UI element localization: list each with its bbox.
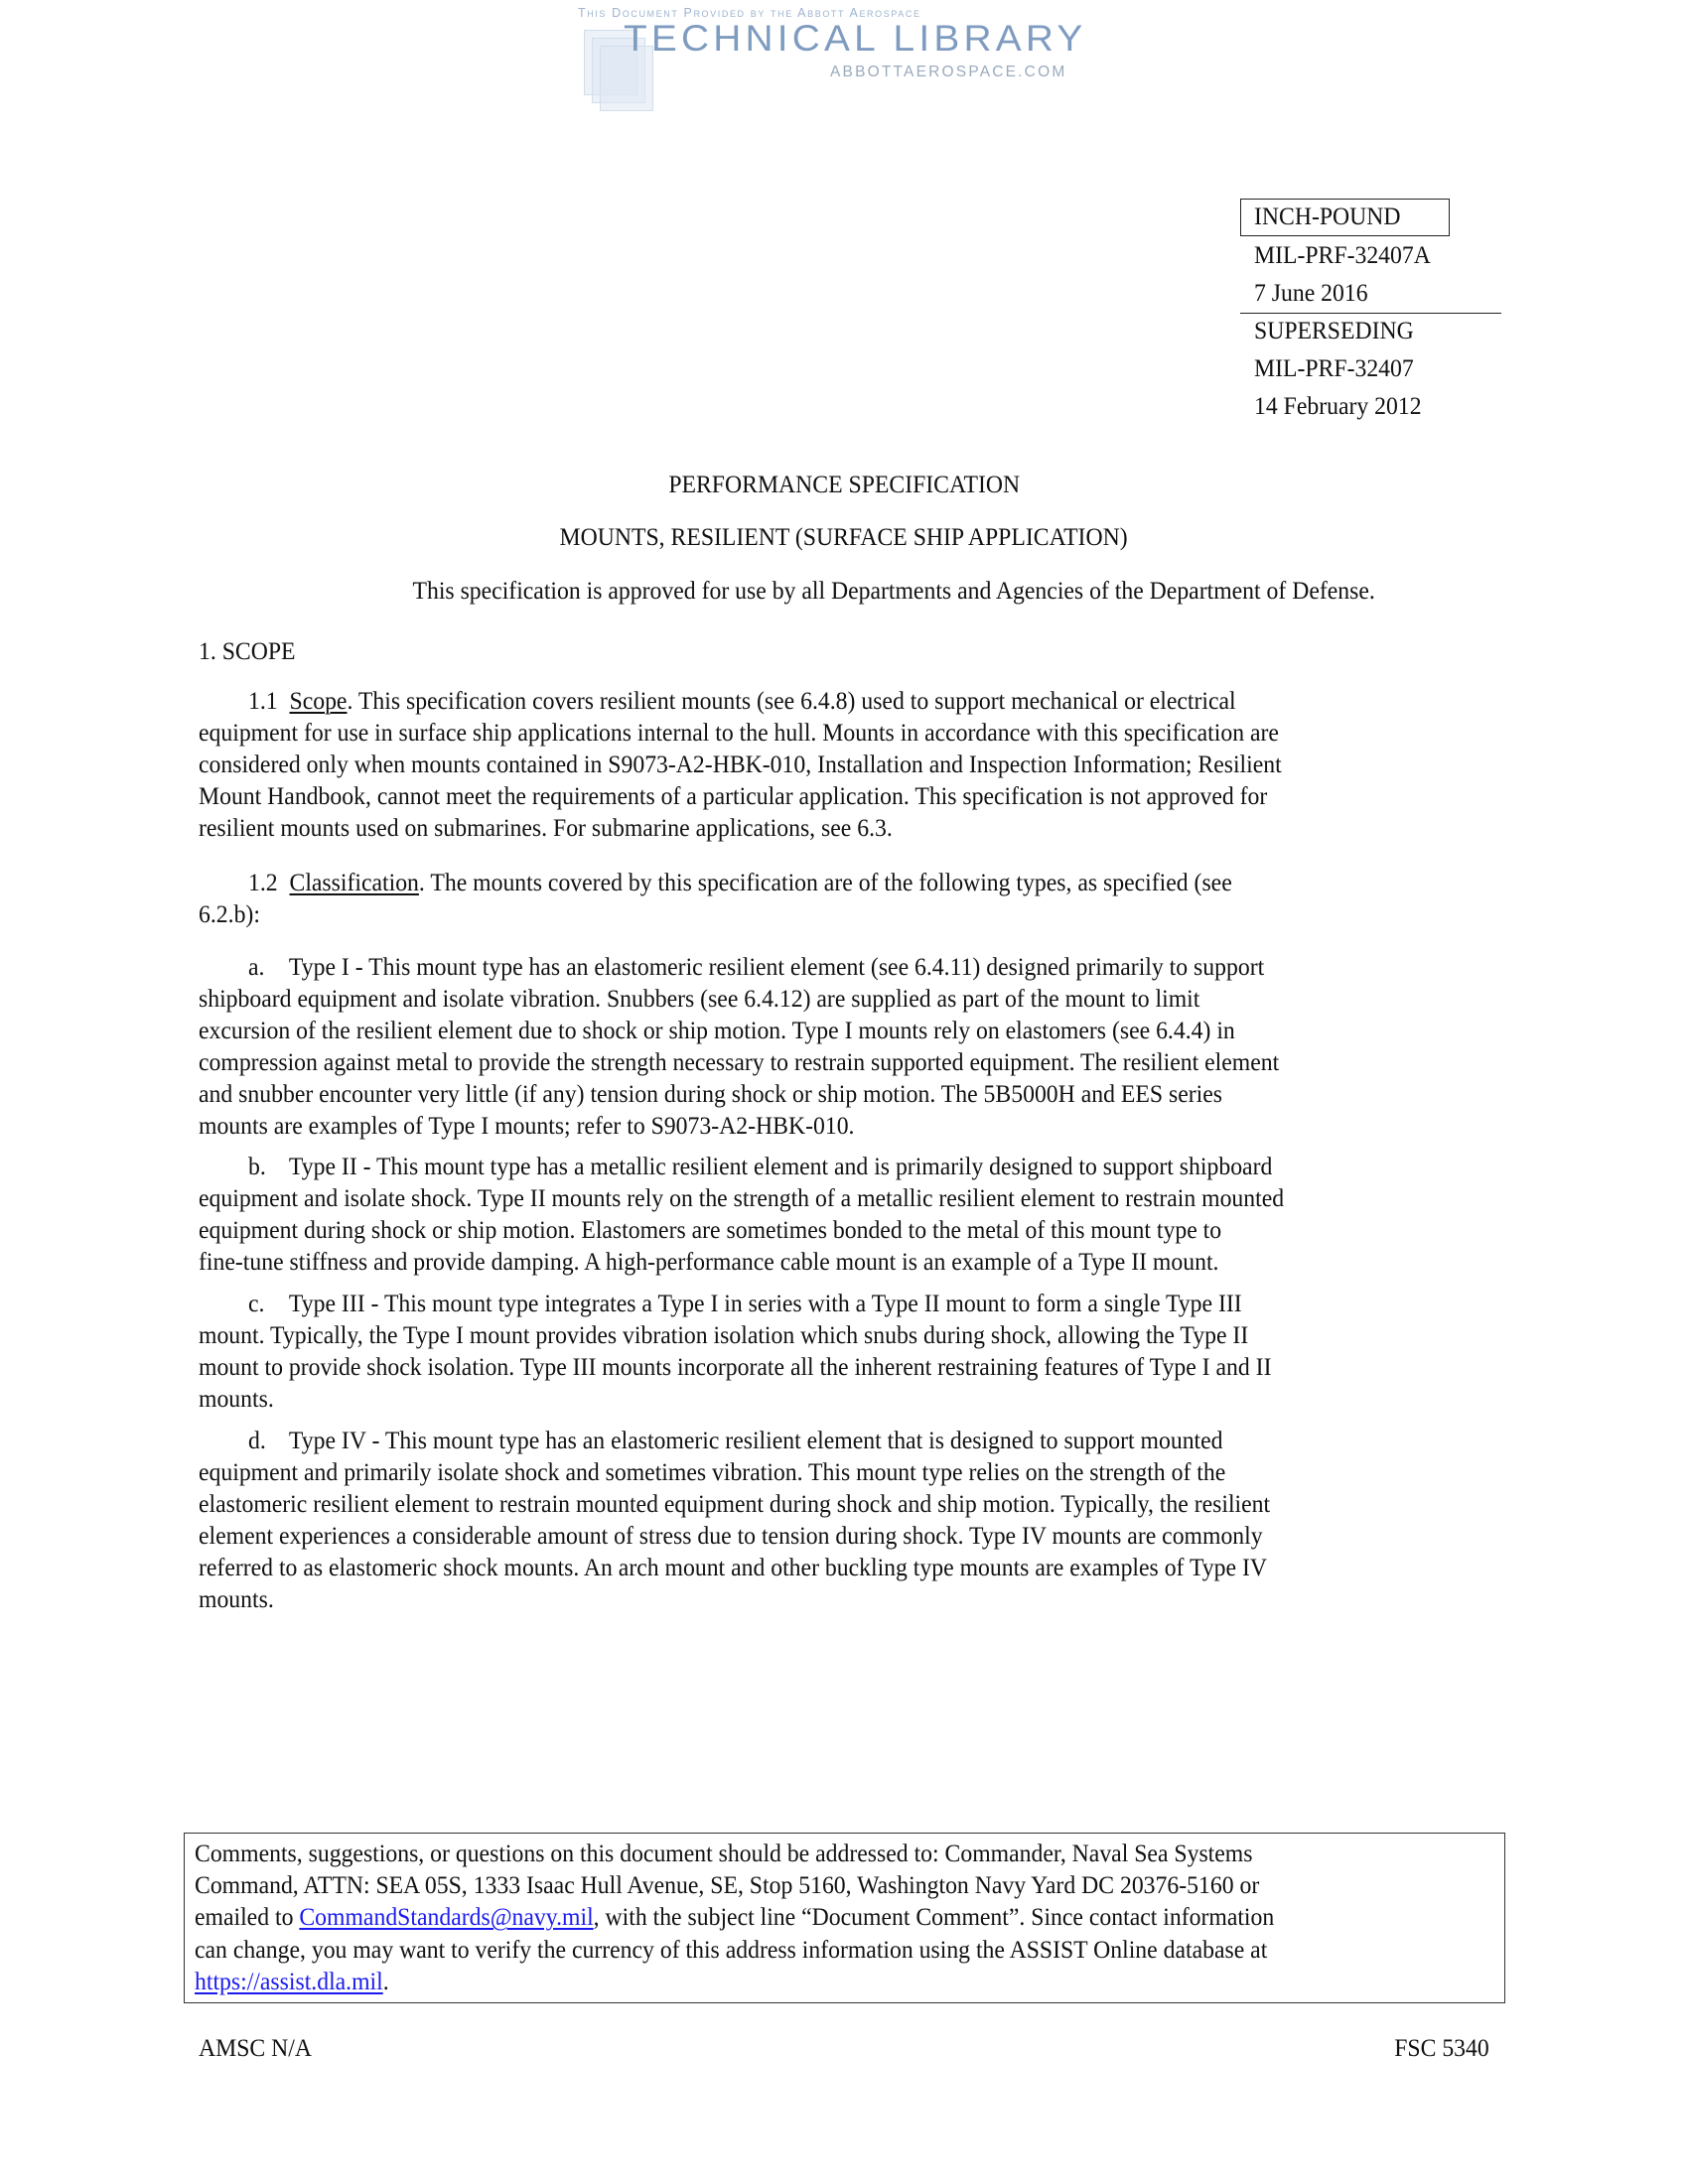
type-iv-line: elastomeric resilient element to restrain mounted equipment during shock and ship motion. Typically, the resilient — [199, 1489, 1271, 1518]
spec-type-title: PERFORMANCE SPECIFICATION — [668, 470, 1020, 498]
type-i-line: shipboard equipment and isolate vibration. Snubbers (see 6.4.12) are supplied as part of the mount to limit — [199, 984, 1200, 1013]
paragraph-1-1-line: considered only when mounts contained in S9073-A2-HBK-010, Installation and Inspection Information; Resilient — [199, 750, 1282, 778]
section-heading-scope: 1. SCOPE — [199, 636, 296, 665]
watermark-title: TECHNICAL LIBRARY — [624, 18, 1087, 59]
watermark-provider-text: This Document Provided by the Abbott Aerospace — [578, 6, 921, 20]
type-i-line: and snubber encounter very little (if any) tension during shock or ship motion. The 5B5000H and EES series — [199, 1079, 1222, 1108]
paragraph-1-1-line: equipment for use in surface ship applications internal to the hull. Mounts in accordance with this specification are — [199, 718, 1279, 747]
type-ii-line: fine-tune stiffness and provide damping. A high-performance cable mount is an example of a Type II mount. — [199, 1247, 1219, 1276]
comments-line: Comments, suggestions, or questions on this document should be addressed to: Commander, Naval Sea Systems — [195, 1839, 1253, 1867]
measurement-system: INCH-POUND — [1254, 202, 1401, 230]
watermark — [574, 4, 1090, 113]
header-divider — [1240, 313, 1501, 314]
type-iv-line: mounts. — [199, 1584, 274, 1613]
paragraph-title-classification: Classification — [289, 868, 419, 896]
type-iii-item: c. Type III - This mount type integrates a Type I in series with a Type II mount to form a single Type III — [248, 1289, 1242, 1317]
type-i-line: excursion of the resilient element due to shock or ship motion. Type I mounts rely on elastomers (see 6.4.4) in — [199, 1016, 1235, 1044]
type-i-line: compression against metal to provide the strength necessary to restrain supported equipment. The resilient element — [199, 1047, 1280, 1076]
fsc-label: FSC 5340 — [1394, 2033, 1489, 2062]
amsc-label: AMSC N/A — [199, 2033, 312, 2062]
paragraph-1-1-line: 1.1 Scope. This specification covers resilient mounts (see 6.4.8) used to support mechanical or electrical — [248, 686, 1236, 715]
paragraph-title-scope: Scope — [289, 686, 348, 715]
paragraph-1-2-line: 6.2.b): — [199, 899, 260, 928]
document-number: MIL-PRF-32407A — [1254, 240, 1431, 269]
type-iv-line: referred to as elastomeric shock mounts. An arch mount and other buckling type mounts are examples of Type IV — [199, 1553, 1267, 1581]
type-i-item: a. Type I - This mount type has an elastomeric resilient element (see 6.4.11) designed primarily to support — [248, 952, 1265, 981]
watermark-url: ABBOTTAEROSPACE.COM — [830, 64, 1067, 80]
comments-line: can change, you may want to verify the currency of this address information using the ASSIST Online database at — [195, 1934, 1268, 1964]
comments-line: https://assist.dla.mil. — [195, 1966, 389, 1995]
superseding-label: SUPERSEDING — [1254, 316, 1414, 344]
spec-subject-title: MOUNTS, RESILIENT (SURFACE SHIP APPLICATION) — [559, 522, 1129, 551]
type-ii-item: b. Type II - This mount type has a metallic resilient element and is primarily designed to support shipboard — [248, 1152, 1273, 1180]
superseded-date: 14 February 2012 — [1254, 391, 1422, 420]
type-iv-line: element experiences a considerable amount of stress due to tension during shock. Type IV mounts are commonly — [199, 1521, 1263, 1550]
paragraph-1-1-line: Mount Handbook, cannot meet the requirements of a particular application. This specification is not approved for — [199, 781, 1268, 810]
paragraph-1-1-line: resilient mounts used on submarines. For submarine applications, see 6.3. — [199, 813, 893, 842]
type-iv-line: equipment and primarily isolate shock and sometimes vibration. This mount type relies on the strength of the — [199, 1457, 1226, 1486]
type-iii-line: mount to provide shock isolation. Type III mounts incorporate all the inherent restraining features of Type I and II — [199, 1352, 1272, 1381]
assist-url-link[interactable]: https://assist.dla.mil — [195, 1966, 383, 1995]
paragraph-1-2-line: 1.2 Classification. The mounts covered by this specification are of the following types, as specified (see — [248, 868, 1232, 896]
type-iii-line: mounts. — [199, 1384, 274, 1413]
type-ii-line: equipment and isolate shock. Type II mounts rely on the strength of a metallic resilient element to restrain mounted — [199, 1183, 1285, 1212]
type-iv-item: d. Type IV - This mount type has an elastomeric resilient element that is designed to support mounted — [248, 1426, 1223, 1454]
superseded-number: MIL-PRF-32407 — [1254, 353, 1414, 382]
comments-text — [195, 1838, 1355, 1997]
type-ii-line: equipment during shock or ship motion. Elastomers are sometimes bonded to the metal of this mount type to — [199, 1215, 1222, 1244]
type-iii-line: mount. Typically, the Type I mount provides vibration isolation which snubs during shock, allowing the Type II — [199, 1320, 1249, 1349]
email-link[interactable]: CommandStandards@navy.mil — [299, 1902, 594, 1932]
type-i-line: mounts are examples of Type I mounts; refer to S9073-A2-HBK-010. — [199, 1111, 855, 1140]
approval-statement: This specification is approved for use by all Departments and Agencies of the Department of Defense. — [412, 576, 1375, 605]
comments-line: emailed to CommandStandards@navy.mil, with the subject line “Document Comment”. Since contact information — [195, 1902, 1275, 1932]
comments-line: Command, ATTN: SEA 05S, 1333 Isaac Hull Avenue, SE, Stop 5160, Washington Navy Yard DC 20376-5160 or — [195, 1870, 1260, 1900]
document-date: 7 June 2016 — [1254, 278, 1368, 307]
